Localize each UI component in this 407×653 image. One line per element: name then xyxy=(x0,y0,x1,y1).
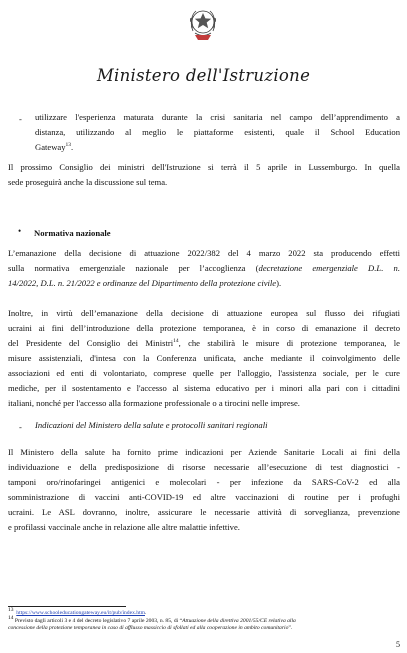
paragraph: L’emanazione della decisione di attuazione 2022/382 del 4 marzo 2022 sta producendo effetti sulla normativa emergenziale nazionale per l’accoglienza (decretazione emergenziale D.L. n. 14/2022, D.L. n. 21/2022 e ordinanze del Dipartimento della protezione civile). xyxy=(8,248,400,288)
bullet-marker: • xyxy=(18,226,22,236)
paragraph: Il prossimo Consiglio dei ministri dell'Istruzione si terrà il 5 aprile in Lussemburgo. In quella sede proseguirà anche la discussione sul tema. xyxy=(8,162,400,187)
paragraph: Il Ministero della salute ha fornito prime indicazioni per Aziende Sanitarie Locali ai fini della individuazione e della predisposizione di risorse necessarie all’esecuzione di test diagnostici - tamponi oro/rinofaringei antigenici e molecolari - per infezione da SARS-CoV-2 ed alla somministrazione di vaccini anti-COVID-19 ed altre vaccinazioni di routine per i profughi ucraini. Le ASL dovranno, inoltre, assicurare le necessarie attività di sorveglianza, prevenzione e profilassi vaccinale anche in relazione alle altre malattie infettive. xyxy=(8,447,400,532)
subsection-heading: Indicazioni del Ministero della salute e protocolli sanitari regionali xyxy=(35,420,268,430)
bullet-item: utilizzare l'esperienza maturata durante la crisi sanitaria nel campo dell’apprendimento a distanza, utilizzando al meglio le piattaforme esistenti, quale il School Education Gateway$^{13}$. xyxy=(35,112,400,152)
section-heading: Normativa nazionale xyxy=(34,228,111,238)
italian-republic-emblem-icon xyxy=(186,2,220,50)
footnote-separator xyxy=(8,606,126,607)
page-number: 5 xyxy=(396,640,400,649)
footnote-link[interactable]: https://www.schooleducationgateway.eu/it/pub/index.htm xyxy=(16,610,145,616)
dash-marker: - xyxy=(19,114,22,124)
footnote-ref-14[interactable]: 14 xyxy=(173,338,179,345)
footnote-13: $^{13}$ https://www.schooleducationgateway.eu/it/pub/index.htm. xyxy=(8,607,147,616)
footnote-ref-13[interactable]: 13 xyxy=(65,142,72,149)
ministry-header: Ministero dell'Istruzione xyxy=(96,66,311,85)
footnote-14: $^{14}$ Previsto dagli articoli 3 e 4 del decreto legislativo 7 aprile 2003, n. 85, di “Attuazione della direttiva 2001/55/CE relativa alla concessione della protezione temporanea in caso di afflusso massiccio di sfollati ed alla cooperazione in ambito comunitario”. xyxy=(8,615,296,632)
dash-marker: - xyxy=(19,422,22,432)
paragraph: Inoltre, in virtù dell’emanazione della decisione di attuazione europea sul flusso dei rifugiati ucraini ai fini dell’introduzione della protezione temporanea, è in corso di emanazione il decreto del Presidente del Consiglio dei Ministri$^{14}$, che stabilirà le misure di protezione temporanea, le misure assistenziali, d'intesa con la Conferenza unificata, anche mediante il coinvolgimento delle associazioni ed enti di volontariato, comprese quelle per l'alloggio, l'assistenza sociale, per le cure mediche, per il sostentamento e l'accesso al sistema educativo per i minori alla pari con i cittadini italiani, nonché per l'accesso alla formazione professionale o a tirocini nelle imprese. xyxy=(8,308,400,408)
